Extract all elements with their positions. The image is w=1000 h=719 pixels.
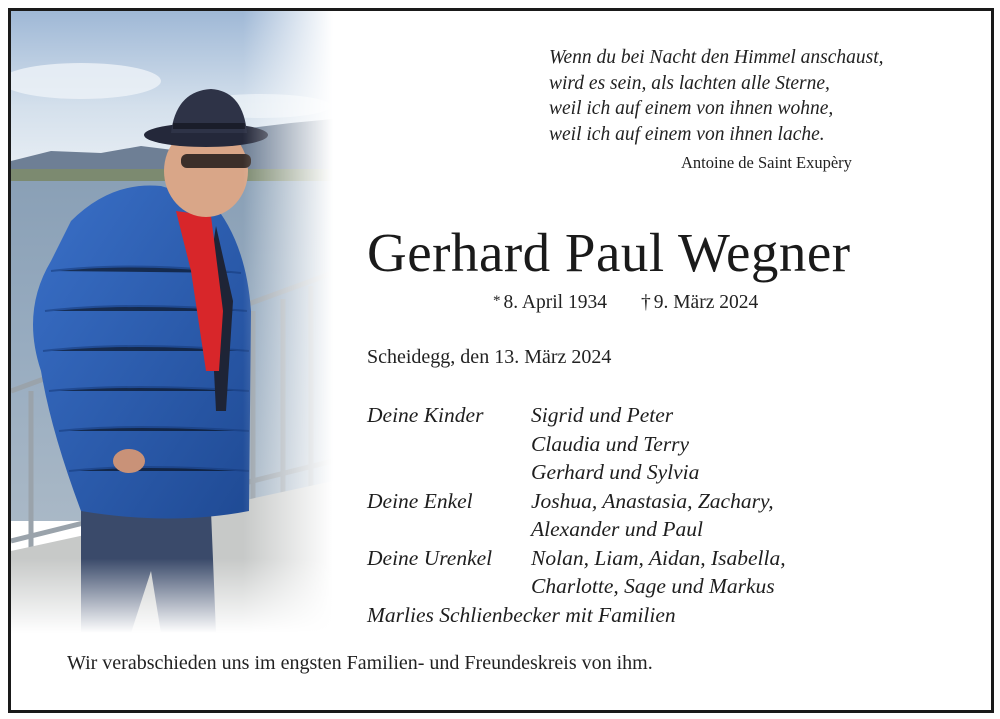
birth-star-icon: *: [493, 293, 501, 309]
poem-author: Antoine de Saint Exupèry: [681, 153, 852, 172]
closing-note: Wir verabschieden uns im engsten Familien- und Freundeskreis von ihm.: [67, 652, 653, 674]
poem-line: wird es sein, als lachten alle Sterne,: [549, 72, 830, 94]
mourners-label: Marlies Schlienbecker mit Familien: [367, 602, 676, 627]
death-date: 9. März 2024: [653, 292, 759, 313]
poem-line: weil ich auf einem von ihnen wohne,: [549, 98, 834, 119]
portrait-photo: [11, 11, 333, 633]
mourners-label: Deine Kinder: [367, 403, 484, 427]
deceased-name: Gerhard Paul Wegner: [367, 222, 851, 283]
mourners-label: Deine Enkel: [367, 488, 473, 513]
place-and-date: Scheidegg, den 13. März 2024: [367, 346, 612, 368]
obituary-frame: [8, 8, 994, 713]
poem-line: Wenn du bei Nacht den Himmel anschaust,: [549, 47, 884, 68]
mourners-names: Gerhard und Sylvia: [531, 460, 700, 484]
mourners-names: Joshua, Anastasia, Zachary,: [531, 488, 774, 513]
mourners-names: Nolan, Liam, Aidan, Isabella,: [531, 545, 786, 570]
mourners-names: Alexander und Paul: [531, 517, 703, 541]
mourners-label: Deine Urenkel: [367, 545, 493, 570]
mourners-names: Claudia und Terry: [531, 431, 690, 456]
birth-date: 8. April 1934: [503, 292, 607, 313]
poem-quote: [549, 45, 969, 147]
mourners-names: Sigrid und Peter: [531, 403, 674, 427]
mourners-names: Charlotte, Sage und Markus: [531, 574, 775, 598]
poem-line: weil ich auf einem von ihnen lache.: [549, 123, 825, 145]
death-cross-icon: †: [640, 292, 651, 313]
life-dates: [493, 292, 758, 314]
